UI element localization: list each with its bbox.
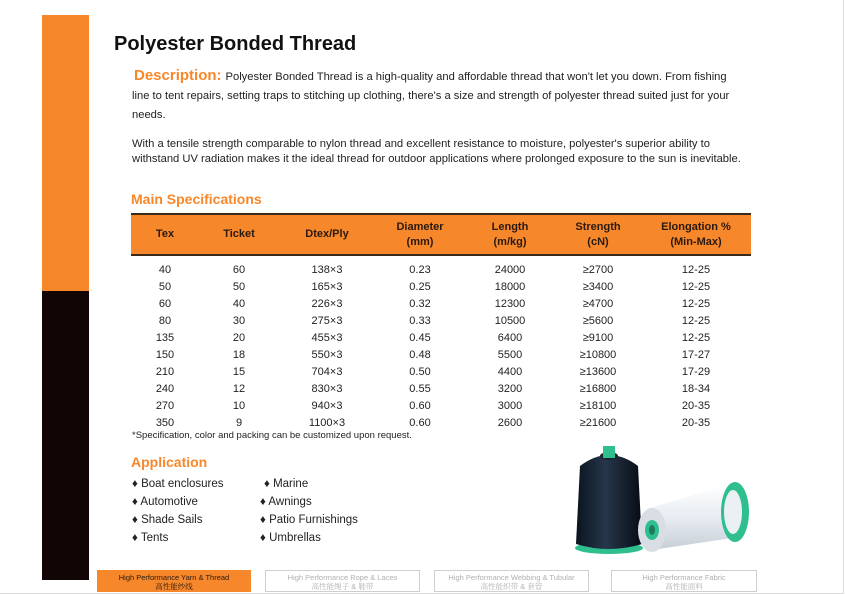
table-cell: 60 xyxy=(232,263,246,276)
table-cell: 20 xyxy=(232,331,246,344)
table-cell: ≥10800 xyxy=(579,348,617,361)
table-cell: ≥18100 xyxy=(579,399,617,412)
description-paragraph-2: With a tensile strength comparable to nylon thread and excellent resistance to moisture, polyester's superior ability to withstand UV radiation makes it the ideal thread for outdoor applications where prolonged exposure to the sun is inevitable. xyxy=(132,138,741,165)
table-cell: 150 xyxy=(155,348,175,361)
column-header: Elongation % (Min-Max) xyxy=(641,214,751,255)
thread-spools-image xyxy=(570,438,760,556)
column-header: Length (m/kg) xyxy=(465,214,555,255)
table-cell: 550×3 xyxy=(311,348,343,361)
application-item: ♦ Tents xyxy=(132,532,169,544)
footer-tab-label-cn: 高性能面料 xyxy=(665,582,703,591)
table-cell: 12-25 xyxy=(681,263,711,276)
table-cell: 12300 xyxy=(494,297,526,310)
table-cell: 270 xyxy=(155,399,175,412)
table-cell: 18-34 xyxy=(681,382,711,395)
table-cell: 240 xyxy=(155,382,175,395)
table-cell: 20-35 xyxy=(681,416,711,429)
application-item: ♦ Automotive xyxy=(132,496,198,508)
footer-tab-fabric[interactable] xyxy=(611,570,757,592)
table-cell: 2600 xyxy=(497,416,523,429)
table-row xyxy=(131,295,751,312)
table-cell: 0.60 xyxy=(409,399,431,412)
specs-heading: Main Specifications xyxy=(131,191,262,207)
table-cell: ≥4700 xyxy=(582,297,614,310)
table-cell: 0.55 xyxy=(409,382,431,395)
table-cell: 24000 xyxy=(494,263,526,276)
white-spool-icon xyxy=(638,482,749,552)
table-cell: 0.32 xyxy=(409,297,431,310)
table-cell: 17-29 xyxy=(681,365,711,378)
application-item: ♦ Umbrellas xyxy=(260,532,321,544)
dark-spool-icon xyxy=(576,455,642,549)
table-row xyxy=(131,380,751,397)
table-cell: 17-27 xyxy=(681,348,711,361)
table-cell: 6400 xyxy=(497,331,523,344)
table-row xyxy=(131,397,751,414)
table-cell: 15 xyxy=(232,365,246,378)
description-label: Description: xyxy=(134,67,222,84)
spec-table-header xyxy=(131,214,751,255)
table-cell: ≥9100 xyxy=(582,331,614,344)
table-cell: 275×3 xyxy=(311,314,343,327)
table-row xyxy=(131,312,751,329)
table-cell: 0.50 xyxy=(409,365,431,378)
table-row xyxy=(131,278,751,295)
footer-tab-rope-laces[interactable] xyxy=(265,570,420,592)
table-cell: 3200 xyxy=(497,382,523,395)
table-cell: 1100×3 xyxy=(308,416,346,429)
table-row xyxy=(131,346,751,363)
table-cell: 10 xyxy=(232,399,246,412)
side-bar-dark xyxy=(42,291,89,580)
column-header: Dtex/Ply xyxy=(279,214,375,255)
table-cell: 12 xyxy=(232,382,246,395)
application-heading: Application xyxy=(131,454,208,470)
table-cell: ≥13600 xyxy=(579,365,617,378)
table-cell: 138×3 xyxy=(311,263,343,276)
table-cell: 20-35 xyxy=(681,399,711,412)
table-row xyxy=(131,414,751,431)
application-item: ♦ Marine xyxy=(264,478,309,490)
table-row xyxy=(131,329,751,346)
footer-tab-label: High Performance Rope & Laces xyxy=(287,573,398,582)
table-cell: 455×3 xyxy=(311,331,343,344)
table-row xyxy=(131,255,751,278)
table-cell: 0.23 xyxy=(409,263,431,276)
table-cell: 0.33 xyxy=(409,314,431,327)
table-cell: 0.45 xyxy=(409,331,431,344)
table-cell: ≥2700 xyxy=(582,263,614,276)
table-cell: 60 xyxy=(158,297,172,310)
footer-tab-webbing-tubular[interactable] xyxy=(434,570,589,592)
table-cell: 40 xyxy=(158,263,172,276)
table-cell: 50 xyxy=(158,280,172,293)
table-cell: 165×3 xyxy=(311,280,343,293)
column-header: Diameter (mm) xyxy=(375,214,465,255)
spec-note: *Specification, color and packing can be customized upon request. xyxy=(132,430,412,441)
application-item: ♦ Boat enclosures xyxy=(132,478,224,490)
table-cell: 4400 xyxy=(497,365,523,378)
column-header: Strength (cN) xyxy=(555,214,641,255)
table-cell: ≥5600 xyxy=(582,314,614,327)
table-cell: 80 xyxy=(158,314,172,327)
application-item: ♦ Awnings xyxy=(260,496,312,508)
footer-tab-label: High Performance Yarn & Thread xyxy=(118,573,230,582)
column-header: Tex xyxy=(131,214,199,255)
table-cell: 704×3 xyxy=(311,365,343,378)
table-cell: ≥16800 xyxy=(579,382,617,395)
table-cell: 12-25 xyxy=(681,331,711,344)
footer-tab-label-cn: 高性能纱线 xyxy=(155,582,193,591)
table-cell: 18000 xyxy=(494,280,526,293)
footer-tab-label-cn: 高性能绳子 & 鞋带 xyxy=(311,582,374,591)
footer-tab-yarn-thread[interactable] xyxy=(97,570,251,592)
description-paragraph-1 xyxy=(132,66,744,125)
footer-tab-label: High Performance Fabric xyxy=(642,573,726,582)
table-cell: 0.60 xyxy=(409,416,431,429)
table-cell: 350 xyxy=(155,416,175,429)
table-cell: 30 xyxy=(232,314,246,327)
table-cell: 0.48 xyxy=(409,348,431,361)
table-cell: 830×3 xyxy=(311,382,343,395)
table-cell: 9 xyxy=(235,416,243,429)
table-cell: 12-25 xyxy=(681,297,711,310)
spec-table xyxy=(131,213,751,431)
table-cell: 40 xyxy=(232,297,246,310)
table-cell: 18 xyxy=(232,348,246,361)
table-cell: 12-25 xyxy=(681,314,711,327)
table-cell: 226×3 xyxy=(311,297,343,310)
table-cell: 5500 xyxy=(497,348,523,361)
side-bar-orange xyxy=(42,15,89,291)
table-cell: 0.25 xyxy=(409,280,431,293)
table-row xyxy=(131,363,751,380)
table-cell: 3000 xyxy=(497,399,523,412)
table-cell: 10500 xyxy=(494,314,526,327)
application-item: ♦ Patio Furnishings xyxy=(260,514,358,526)
application-item: ♦ Shade Sails xyxy=(132,514,203,526)
footer-tab-label: High Performance Webbing & Tubular xyxy=(448,573,575,582)
table-cell: 50 xyxy=(232,280,246,293)
table-cell: 135 xyxy=(155,331,175,344)
description-text-1: Polyester Bonded Thread is a high-quality and affordable thread that won't let you down. From fishing line to tent repairs, setting traps to stitching up clothing, there's a size and strength of polyester thread suited just for your needs. xyxy=(132,71,730,121)
column-header: Ticket xyxy=(199,214,279,255)
table-cell: ≥3400 xyxy=(582,280,614,293)
table-cell: 210 xyxy=(155,365,175,378)
page-title: Polyester Bonded Thread xyxy=(114,33,357,55)
table-cell: ≥21600 xyxy=(579,416,617,429)
footer-tab-label-cn: 高性能织带 & 套管 xyxy=(480,582,543,591)
table-cell: 12-25 xyxy=(681,280,711,293)
table-cell: 940×3 xyxy=(311,399,343,412)
